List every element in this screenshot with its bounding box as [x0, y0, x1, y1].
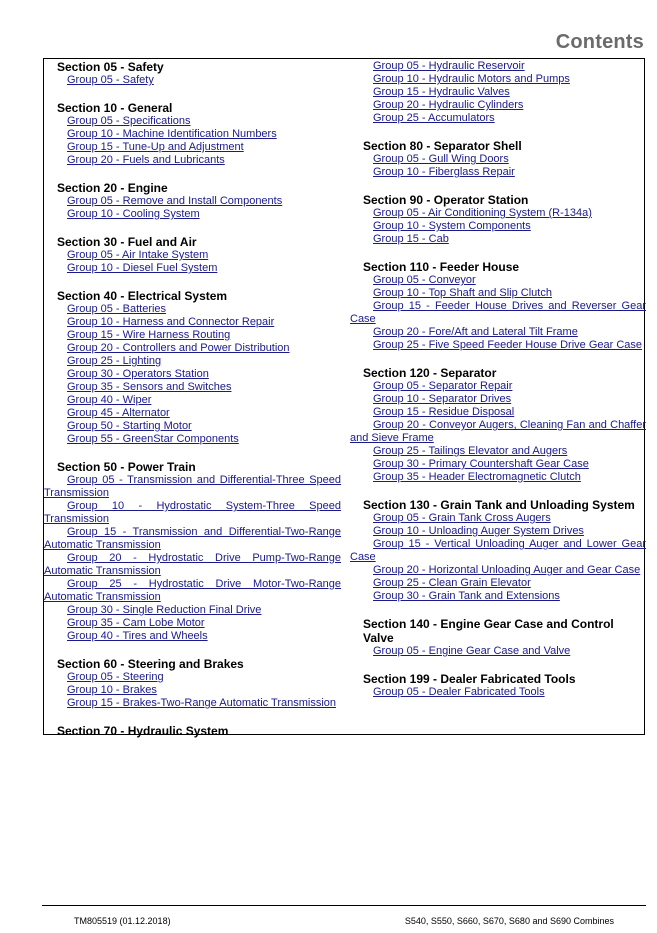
section-title: Section 70 - Hydraulic System — [57, 724, 229, 738]
group-link[interactable]: Group 20 - Horizontal Unloading Auger and Gear Case — [373, 564, 641, 576]
toc-section — [350, 260, 646, 352]
group-link[interactable]: Group 35 - Cam Lobe Motor — [67, 617, 205, 629]
group-link[interactable]: Group 10 - Brakes — [67, 684, 157, 696]
footer-product: S540, S550, S660, S670, S680 and S690 Combines — [404, 916, 614, 926]
group-link[interactable]: Group 05 - Dealer Fabricated Tools — [373, 686, 545, 698]
group-link[interactable]: Group 05 - Gull Wing Doors — [373, 153, 509, 165]
group-link[interactable]: Group 10 - Top Shaft and Slip Clutch — [373, 287, 552, 299]
page-title: Contents — [555, 31, 644, 53]
group-link[interactable]: Group 05 - Steering — [67, 671, 164, 683]
section-title: Section 30 - Fuel and Air — [57, 235, 197, 249]
group-link[interactable]: Group 10 - Hydrostatic System-Three Speed Transmission — [44, 500, 341, 525]
group-link[interactable]: Group 20 - Hydraulic Cylinders — [373, 99, 524, 111]
group-link[interactable]: Group 50 - Starting Motor — [67, 420, 192, 432]
group-link[interactable]: Group 10 - Hydraulic Motors and Pumps — [373, 73, 570, 85]
group-link[interactable]: Group 20 - Fore/Aft and Lateral Tilt Frame — [373, 326, 578, 338]
contents-right-column — [350, 60, 646, 713]
section-title: Section 199 - Dealer Fabricated Tools — [363, 672, 576, 686]
toc-section — [44, 101, 341, 167]
group-link[interactable]: Group 10 - Cooling System — [67, 208, 200, 220]
toc-section — [44, 289, 341, 446]
section-title: Section 80 - Separator Shell — [363, 139, 522, 153]
contents-box — [43, 58, 646, 738]
section-title: Section 90 - Operator Station — [363, 193, 529, 207]
section-title: Section 110 - Feeder House — [363, 260, 520, 274]
group-link[interactable]: Group 30 - Primary Countershaft Gear Case — [373, 458, 589, 470]
group-link[interactable]: Group 20 - Conveyor Augers, Cleaning Fan and Chaffer and Sieve Frame — [350, 419, 646, 444]
group-link[interactable]: Group 15 - Brakes-Two-Range Automatic Transmission — [67, 697, 337, 709]
toc-section — [44, 60, 341, 87]
toc-section — [350, 139, 646, 179]
group-link[interactable]: Group 20 - Hydrostatic Drive Pump-Two-Range Automatic Transmission — [44, 552, 341, 577]
group-link[interactable]: Group 10 - Machine Identification Numbers — [67, 128, 277, 140]
group-link[interactable]: Group 25 - Lighting — [67, 355, 162, 367]
section-title: Section 20 - Engine — [57, 181, 168, 195]
group-link[interactable]: Group 05 - Batteries — [67, 303, 167, 315]
section-title: Section 40 - Electrical System — [57, 289, 228, 303]
section-title: Section 05 - Safety — [57, 60, 164, 74]
toc-section — [350, 60, 646, 125]
group-link[interactable]: Group 10 - Separator Drives — [373, 393, 512, 405]
group-link[interactable]: Group 05 - Engine Gear Case and Valve — [373, 645, 571, 657]
group-link[interactable]: Group 25 - Accumulators — [373, 112, 495, 124]
group-link[interactable]: Group 35 - Sensors and Switches — [67, 381, 232, 393]
group-link[interactable]: Group 10 - System Components — [373, 220, 531, 232]
toc-section — [44, 181, 341, 221]
section-title: Section 10 - General — [57, 101, 173, 115]
section-title: Section 60 - Steering and Brakes — [57, 657, 244, 671]
toc-section — [44, 724, 341, 738]
group-link[interactable]: Group 25 - Hydrostatic Drive Motor-Two-Range Automatic Transmission — [44, 578, 341, 603]
toc-section — [350, 193, 646, 246]
group-link[interactable]: Group 20 - Controllers and Power Distribution — [67, 342, 290, 354]
group-link[interactable]: Group 30 - Single Reduction Final Drive — [67, 604, 262, 616]
group-link[interactable]: Group 15 - Residue Disposal — [373, 406, 515, 418]
toc-section — [350, 672, 646, 699]
group-link[interactable]: Group 15 - Hydraulic Valves — [373, 86, 510, 98]
group-link[interactable]: Group 30 - Operators Station — [67, 368, 209, 380]
group-link[interactable]: Group 15 - Tune-Up and Adjustment — [67, 141, 244, 153]
group-link[interactable]: Group 30 - Grain Tank and Extensions — [373, 590, 560, 602]
footer-doc-id: TM805519 (01.12.2018) — [74, 916, 171, 926]
group-link[interactable]: Group 05 - Remove and Install Components — [67, 195, 283, 207]
group-link[interactable]: Group 25 - Clean Grain Elevator — [373, 577, 531, 589]
group-link[interactable]: Group 40 - Wiper — [67, 394, 152, 406]
group-link[interactable]: Group 05 - Air Conditioning System (R-134a) — [373, 207, 592, 219]
group-link[interactable]: Group 05 - Hydraulic Reservoir — [373, 60, 525, 72]
group-link[interactable]: Group 35 - Header Electromagnetic Clutch — [373, 471, 581, 483]
section-title: Section 140 - Engine Gear Case and Control Valve — [363, 617, 614, 645]
group-link[interactable]: Group 05 - Grain Tank Cross Augers — [373, 512, 551, 524]
section-title: Section 50 - Power Train — [57, 460, 196, 474]
group-link[interactable]: Group 15 - Transmission and Differential-Two-Range Automatic Transmission — [44, 526, 341, 551]
group-link[interactable]: Group 15 - Cab — [373, 233, 449, 245]
group-link[interactable]: Group 05 - Specifications — [67, 115, 191, 127]
section-title: Section 130 - Grain Tank and Unloading System — [363, 498, 635, 512]
toc-section — [350, 498, 646, 603]
group-link[interactable]: Group 10 - Diesel Fuel System — [67, 262, 218, 274]
group-link[interactable]: Group 10 - Harness and Connector Repair — [67, 316, 275, 328]
toc-section — [350, 617, 646, 658]
group-link[interactable]: Group 05 - Air Intake System — [67, 249, 209, 261]
group-link[interactable]: Group 05 - Transmission and Differential-Three Speed Transmission — [44, 474, 341, 499]
toc-section — [350, 366, 646, 484]
group-link[interactable]: Group 10 - Fiberglass Repair — [373, 166, 515, 178]
toc-section — [44, 235, 341, 275]
group-link[interactable]: Group 55 - GreenStar Components — [67, 433, 239, 445]
group-link[interactable]: Group 25 - Tailings Elevator and Augers — [373, 445, 568, 457]
group-link[interactable]: Group 05 - Safety — [67, 74, 154, 86]
group-link[interactable]: Group 15 - Feeder House Drives and Reverser Gear Case — [350, 300, 646, 325]
group-link[interactable]: Group 05 - Separator Repair — [373, 380, 513, 392]
group-link[interactable]: Group 05 - Conveyor — [373, 274, 476, 286]
group-link[interactable]: Group 15 - Vertical Unloading Auger and Lower Gear Case — [350, 538, 646, 563]
toc-section — [44, 657, 341, 710]
footer-divider — [42, 905, 646, 906]
group-link[interactable]: Group 40 - Tires and Wheels — [67, 630, 208, 642]
group-link[interactable]: Group 10 - Unloading Auger System Drives — [373, 525, 584, 537]
contents-left-column — [44, 60, 341, 752]
section-title: Section 120 - Separator — [363, 366, 497, 380]
group-link[interactable]: Group 20 - Fuels and Lubricants — [67, 154, 225, 166]
toc-section — [44, 460, 341, 643]
group-link[interactable]: Group 45 - Alternator — [67, 407, 170, 419]
group-link[interactable]: Group 25 - Five Speed Feeder House Drive Gear Case — [373, 339, 643, 351]
group-link[interactable]: Group 15 - Wire Harness Routing — [67, 329, 231, 341]
